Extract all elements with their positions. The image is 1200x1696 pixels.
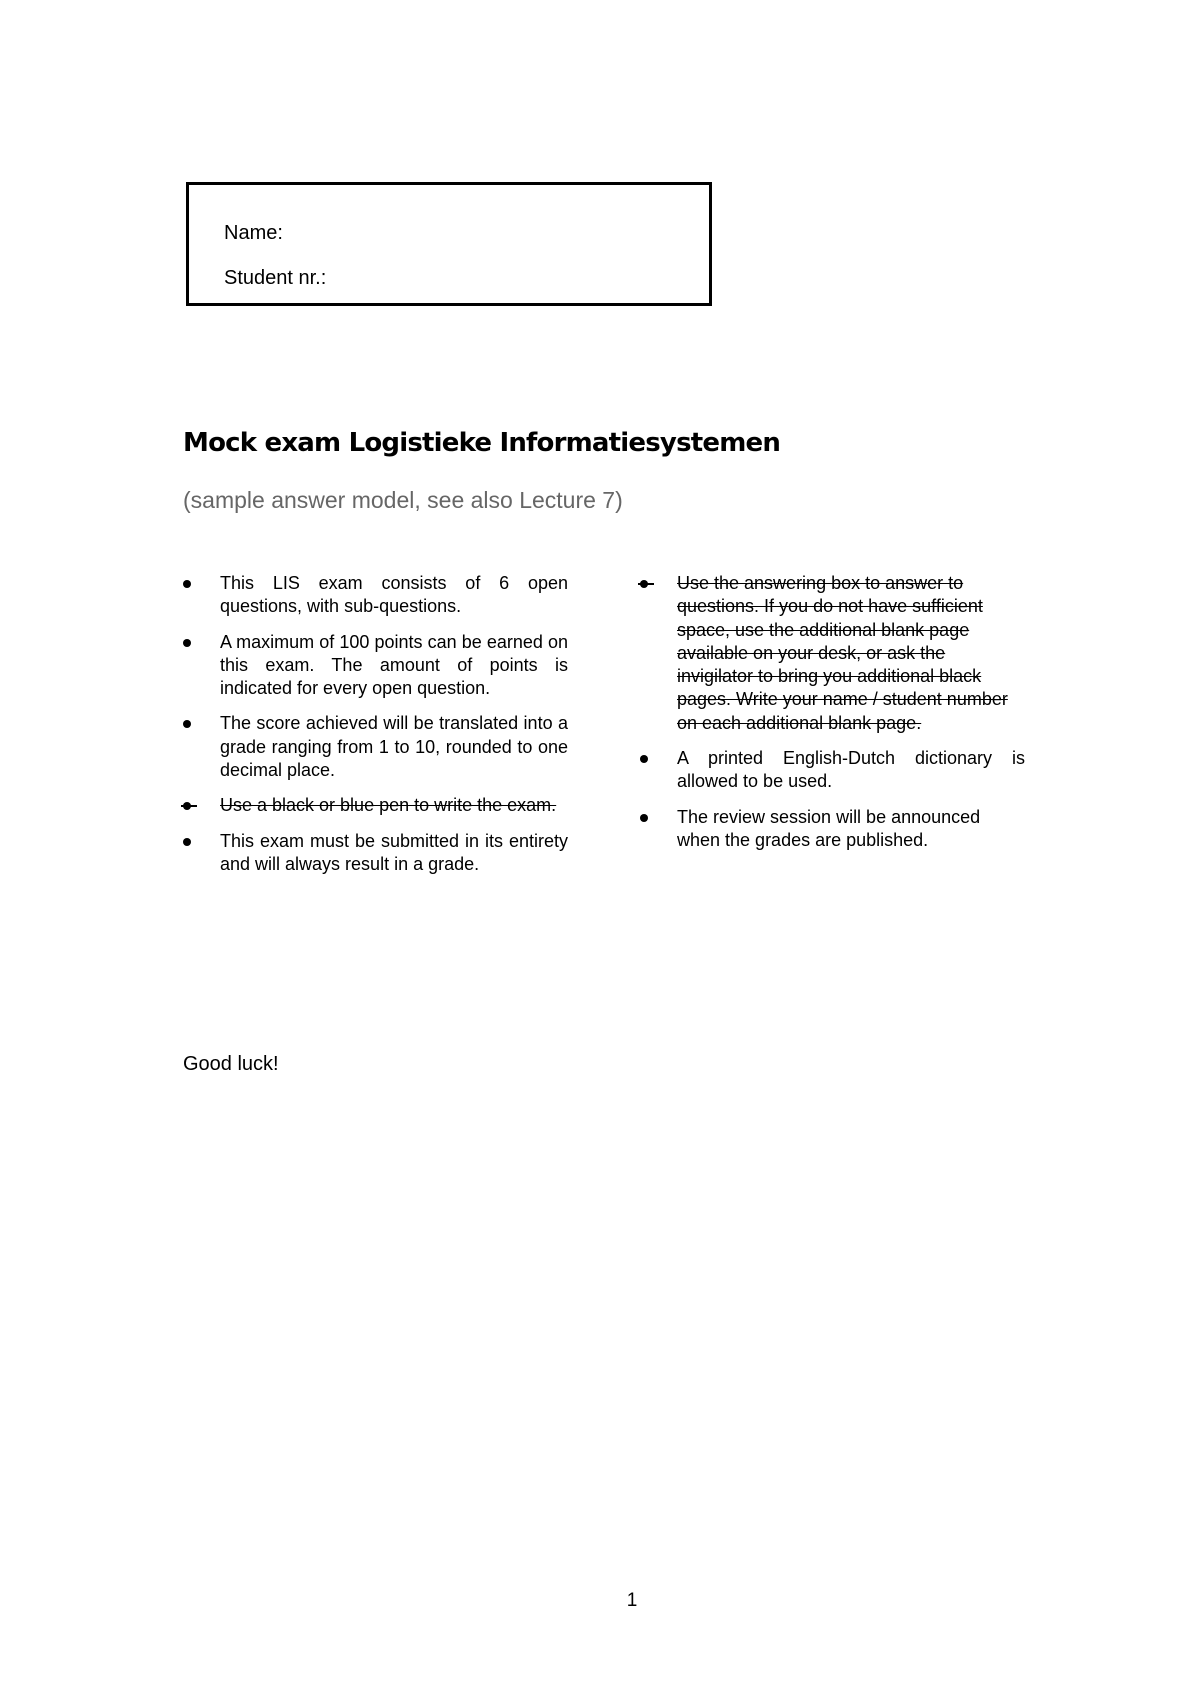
- closing-text: Good luck!: [183, 1053, 279, 1075]
- instruction-item: [640, 806, 1025, 853]
- page-subtitle: (sample answer model, see also Lecture 7): [183, 487, 623, 513]
- instruction-text: Use a black or blue pen to write the exam.: [220, 795, 557, 816]
- instruction-item-struck: [183, 794, 568, 817]
- bullet-icon: [183, 802, 191, 810]
- instruction-text: Use the answering box to answer to questions. If you do not have sufficient space, use the additional blank page available on your desk, or ask the invigilator to bring you additional black pages. Write your name / student number on each additional blank page.: [677, 573, 1008, 733]
- page-title: Mock exam Logistieke Informatiesystemen: [183, 428, 781, 458]
- instruction-item-struck: [640, 572, 1025, 735]
- instruction-text: The score achieved will be translated into a grade ranging from 1 to 10, rounded to one decimal place.: [220, 713, 568, 781]
- instruction-text: This exam must be submitted in its entirety and will always result in a grade.: [220, 830, 568, 874]
- instructions-right-column: [640, 572, 1025, 864]
- instruction-text: A printed English-Dutch dictionary is allowed to be used.: [677, 748, 1025, 792]
- bullet-icon: [640, 814, 648, 822]
- name-student-box: [186, 182, 712, 306]
- instruction-item: [183, 830, 568, 877]
- instruction-text: The review session will be announced when the grades are published.: [677, 806, 981, 850]
- instructions-left-column: [183, 572, 568, 888]
- bullet-icon: [183, 639, 191, 647]
- instructions-list-left: [183, 572, 568, 876]
- page-number: 1: [626, 1590, 638, 1611]
- name-label: Name:: [224, 222, 283, 244]
- instruction-item: [183, 631, 568, 701]
- instructions-list-right: [640, 572, 1025, 852]
- bullet-icon: [183, 720, 191, 728]
- instruction-item: [183, 572, 568, 619]
- bullet-icon: [640, 580, 648, 588]
- instruction-text: A maximum of 100 points can be earned on this exam. The amount of points is indicated for every open question.: [220, 631, 568, 699]
- instruction-text: This LIS exam consists of 6 open questions, with sub-questions.: [220, 573, 568, 617]
- bullet-icon: [183, 580, 191, 588]
- instruction-item: [183, 712, 568, 782]
- student-number-label: Student nr.:: [224, 267, 327, 289]
- bullet-icon: [183, 838, 191, 846]
- bullet-icon: [640, 755, 648, 763]
- instruction-item: [640, 747, 1025, 794]
